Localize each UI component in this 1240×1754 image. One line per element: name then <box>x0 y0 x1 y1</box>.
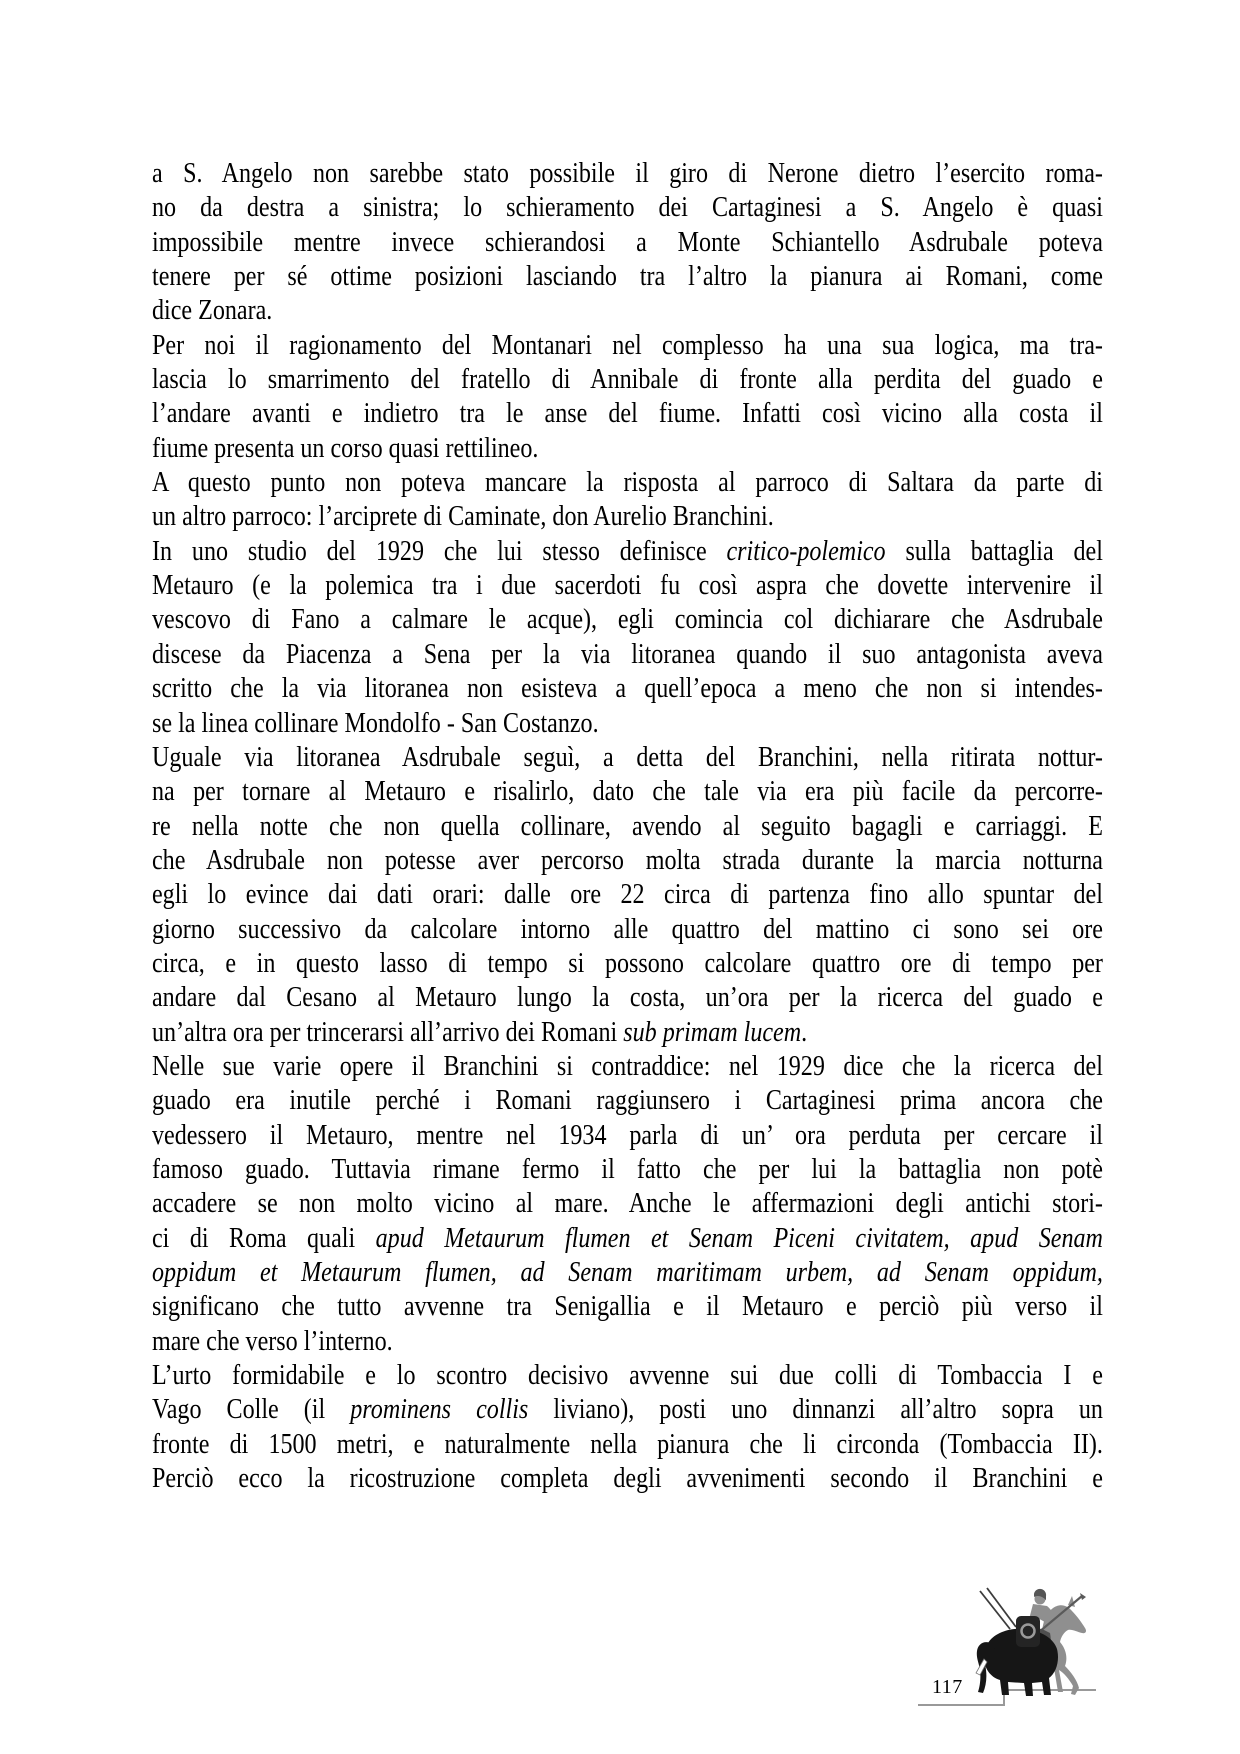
text-line <box>152 397 1103 431</box>
text-segment: Metauro (e la polemica tra i due sacerdoti fu così aspra che dovette intervenire il <box>152 570 1103 602</box>
text-segment: A questo punto non poteva mancare la risposta al parroco di Saltara da parte di <box>152 467 1103 499</box>
page-number: 117 <box>932 1676 963 1698</box>
text-segment: sulla battaglia del <box>885 535 1103 567</box>
text-segment: a S. Angelo non sarebbe stato possibile il giro di Nerone dietro l’esercito roma- <box>152 158 1103 189</box>
text-line <box>152 191 1103 225</box>
text-line <box>152 1222 1103 1256</box>
text-line <box>152 260 1103 294</box>
text-segment: egli lo evince dai dati orari: dalle ore 22 circa di partenza fino allo spuntar del <box>152 879 1103 911</box>
paragraph <box>152 1359 1103 1496</box>
text-line <box>152 1016 1103 1050</box>
text-segment: fronte di 1500 metri, e naturalmente nella pianura che li circonda (Tombaccia II). <box>152 1428 1103 1460</box>
text-line <box>152 157 1103 191</box>
text-line <box>152 363 1103 397</box>
text-line <box>152 1428 1103 1462</box>
text-line <box>152 466 1103 500</box>
text-segment: In uno studio del 1929 che lui stesso definisce <box>152 535 727 567</box>
text-line <box>152 1393 1103 1427</box>
text-line <box>152 810 1103 844</box>
text-line <box>152 1359 1103 1393</box>
paragraph <box>152 466 1103 535</box>
war-elephant-with-horseman-icon <box>958 1583 1098 1701</box>
text-line <box>152 947 1103 981</box>
text-segment: significano che tutto avvenne tra Senigallia e il Metauro e perciò più verso il <box>152 1291 1103 1323</box>
text-segment: vescovo di Fano a calmare le acque), egli comincia col dichiarare che Asdrubale <box>152 604 1103 636</box>
text-segment: discese da Piacenza a Sena per la via litoranea quando il suo antagonista aveva <box>152 638 1103 670</box>
text-segment: l’andare avanti e indietro tra le anse del fiume. Infatti così vicino alla costa il <box>152 398 1103 430</box>
text-line <box>152 569 1103 603</box>
text-line <box>152 1084 1103 1118</box>
text-line <box>152 1119 1103 1153</box>
text-line <box>152 844 1103 878</box>
text-segment: Nelle sue varie opere il Branchini si contraddice: nel 1929 dice che la ricerca del <box>152 1050 1103 1082</box>
text-line <box>152 1256 1103 1290</box>
paragraph <box>152 329 1103 466</box>
text-line <box>152 878 1103 912</box>
text-segment: Perciò ecco la ricostruzione completa degli avvenimenti secondo il Branchini e <box>152 1463 1103 1495</box>
text-line <box>152 1290 1103 1324</box>
text-segment: ci di Roma quali <box>152 1222 376 1254</box>
paragraph <box>152 1050 1103 1359</box>
text-segment: un’altra ora per trincerarsi all’arrivo dei Romani <box>152 1016 624 1048</box>
text-line <box>152 638 1103 672</box>
text-line <box>152 775 1103 809</box>
text-segment: na per tornare al Metauro e risalirlo, dato che tale via era più facile da percorre- <box>152 776 1103 808</box>
text-segment: re nella notte che non quella collinare, avendo al seguito bagagli e carriaggi. E <box>152 810 1103 842</box>
text-line <box>152 981 1103 1015</box>
text-segment: no da destra a sinistra; lo schieramento dei Cartaginesi a S. Angelo è quasi <box>152 192 1103 224</box>
text-segment: dice Zonara. <box>152 295 273 327</box>
footer-step-rule-lower <box>918 1704 1004 1706</box>
italic-text-segment: prominens collis <box>350 1394 529 1426</box>
text-segment: guado era inutile perché i Romani raggiunsero i Cartaginesi prima ancora che <box>152 1085 1103 1117</box>
italic-text-segment: sub primam lucem <box>623 1016 802 1048</box>
italic-text-segment: critico-polemico <box>726 535 886 567</box>
text-line <box>152 1187 1103 1221</box>
text-line <box>152 741 1103 775</box>
text-line <box>152 913 1103 947</box>
text-segment: tenere per sé ottime posizioni lasciando tra l’altro la pianura ai Romani, come <box>152 261 1103 293</box>
text-segment: Uguale via litoranea Asdrubale seguì, a detta del Branchini, nella ritirata nottur- <box>152 741 1103 773</box>
paragraph <box>152 535 1103 741</box>
paragraph <box>152 741 1103 1050</box>
text-segment: andare dal Cesano al Metauro lungo la costa, un’ora per la ricerca del guado e <box>152 982 1103 1014</box>
text-line <box>152 432 1103 466</box>
text-segment: che Asdrubale non potesse aver percorso molta strada durante la marcia notturna <box>152 844 1103 876</box>
text-line <box>152 226 1103 260</box>
text-segment: vedessero il Metauro, mentre nel 1934 parla di un’ ora perduta per cercare il <box>152 1119 1103 1151</box>
text-segment: liviano), posti uno dinnanzi all’altro sopra un <box>528 1394 1103 1426</box>
text-line <box>152 329 1103 363</box>
text-line <box>152 535 1103 569</box>
text-line <box>152 603 1103 637</box>
text-segment: accadere se non molto vicino al mare. Anche le affermazioni degli antichi stori- <box>152 1188 1103 1220</box>
text-segment: impossibile mentre invece schierandosi a Monte Schiantello Asdrubale poteva <box>152 226 1103 258</box>
text-segment: un altro parroco: l’arciprete di Caminate, don Aurelio Branchini. <box>152 501 774 533</box>
text-segment: circa, e in questo lasso di tempo si possono calcolare quattro ore di tempo per <box>152 947 1103 979</box>
text-segment: L’urto formidabile e lo scontro decisivo avvenne sui due colli di Tombaccia I e <box>152 1360 1103 1392</box>
text-segment: scritto che la via litoranea non esisteva a quell’epoca a meno che non si intendes- <box>152 673 1103 705</box>
text-line <box>152 500 1103 534</box>
text-line <box>152 707 1103 741</box>
text-segment: . <box>801 1016 808 1048</box>
text-segment: Vago Colle (il <box>152 1394 351 1426</box>
text-segment: Per noi il ragionamento del Montanari nel complesso ha una sua logica, ma tra- <box>152 329 1103 361</box>
text-line <box>152 1462 1103 1496</box>
text-segment: fiume presenta un corso quasi rettilineo. <box>152 432 539 464</box>
text-segment: se la linea collinare Mondolfo - San Costanzo. <box>152 707 599 739</box>
text-segment: giorno successivo da calcolare intorno alle quattro del mattino ci sono sei ore <box>152 913 1103 945</box>
italic-text-segment: apud Metaurum flumen et Senam Piceni civitatem, apud Senam <box>375 1222 1103 1254</box>
text-line <box>152 672 1103 706</box>
text-line <box>152 1153 1103 1187</box>
text-segment: famoso guado. Tuttavia rimane fermo il fatto che per lui la battaglia non potè <box>152 1153 1103 1185</box>
text-segment: mare che verso l’interno. <box>152 1325 393 1357</box>
italic-text-segment: oppidum et Metaurum flumen, ad Senam maritimam urbem, ad Senam oppidum, <box>152 1257 1103 1288</box>
text-segment: lascia lo smarrimento del fratello di Annibale di fronte alla perdita del guado e <box>152 364 1103 396</box>
text-line <box>152 1050 1103 1084</box>
paragraph <box>152 157 1103 329</box>
text-line <box>152 294 1103 328</box>
text-line <box>152 1325 1103 1359</box>
body-text <box>152 157 1103 1496</box>
